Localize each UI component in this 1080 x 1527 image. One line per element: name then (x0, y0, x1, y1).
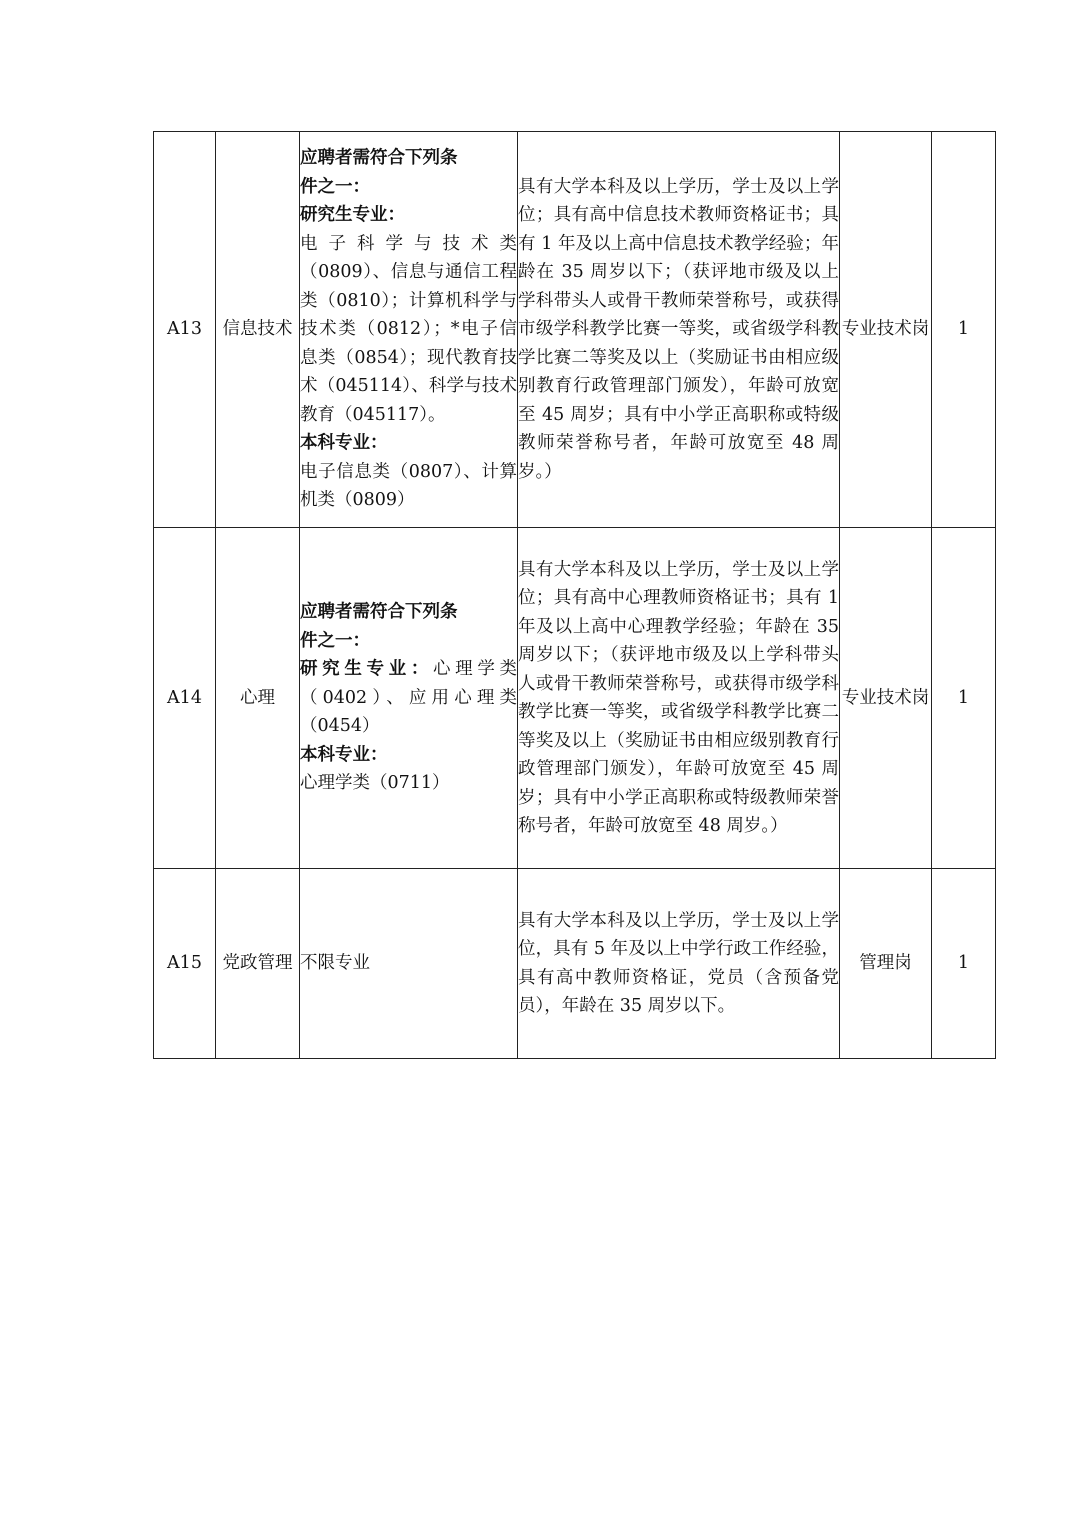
major-requirements (300, 869, 518, 1059)
major-line: 件之一： (300, 630, 370, 651)
major-requirements (300, 528, 518, 869)
other-requirements: 具有大学本科及以上学历，学士及以上学位；具有高中信息技术教师资格证书；具有 1 年及以上高中信息技术教学经验；年龄在 35 周岁以下；（获评地市级及以上学科带头人或骨干教师荣誉称号，或获得市级学科教学比赛一等奖，或省级学科教学比赛二等奖及以上（奖励证书由相应级别教育行政管理部门颁发），年龄可放宽至 45 周岁；具有中小学正高职称或特级教师荣誉称号者，年龄可放宽至 48 周岁。） (518, 132, 840, 528)
major-line-tail: 心理学类（0402）、应用心理类（0454） (300, 659, 517, 737)
position-code: A15 (154, 869, 216, 1059)
position-code: A14 (154, 528, 216, 869)
major-line: 本科专业： (300, 433, 388, 454)
job-table (153, 131, 996, 1059)
other-requirements: 具有大学本科及以上学历，学士及以上学位；具有高中心理教师资格证书；具有 1 年及以上高中心理教学经验；年龄在 35 周岁以下；（获评地市级及以上学科带头人或骨干教师荣誉称号，或获得市级学科教学比赛一等奖，或省级学科教学比赛二等奖及以上（奖励证书由相应级别教育行政管理部门颁发），年龄可放宽至 45 周岁；具有中小学正高职称或特级教师荣誉称号者，年龄可放宽至 48 周岁。） (518, 528, 840, 869)
major-line: 件之一： (300, 176, 370, 197)
other-requirements: 具有大学本科及以上学历，学士及以上学位，具有 5 年及以上中学行政工作经验，具有高中教师资格证，党员（含预备党员），年龄在 35 周岁以下。 (518, 869, 840, 1059)
subject-name: 党政管理 (216, 869, 300, 1059)
major-line: 应聘者需符合下列条 (300, 602, 458, 623)
major-line-label: 研究生专业： (300, 659, 433, 680)
major-line: 电子科学与技术类（0809）、信息与通信工程类（0810）；计算机科学与技术类（0812）；*电子信息类（0854）；现代教育技术（045114）、科学与技术教育（045117）。 (300, 233, 517, 425)
table-row (154, 869, 996, 1059)
major-line-mixed (300, 655, 517, 741)
post-type: 管理岗 (840, 869, 932, 1059)
major-requirements (300, 132, 518, 528)
table-row (154, 528, 996, 869)
major-line: 不限专业 (300, 953, 370, 974)
hire-count: 1 (932, 869, 996, 1059)
major-line: 应聘者需符合下列条 (300, 148, 458, 169)
major-line: 本科专业： (300, 744, 388, 765)
major-line: 电子信息类（0807）、计算机类（0809） (300, 461, 517, 511)
subject-name: 心理 (216, 528, 300, 869)
subject-name: 信息技术 (216, 132, 300, 528)
major-line: 心理学类（0711） (300, 773, 450, 794)
position-code: A13 (154, 132, 216, 528)
post-type: 专业技术岗 (840, 132, 932, 528)
hire-count: 1 (932, 528, 996, 869)
table-row (154, 132, 996, 528)
major-line: 研究生专业： (300, 205, 405, 226)
post-type: 专业技术岗 (840, 528, 932, 869)
hire-count: 1 (932, 132, 996, 528)
